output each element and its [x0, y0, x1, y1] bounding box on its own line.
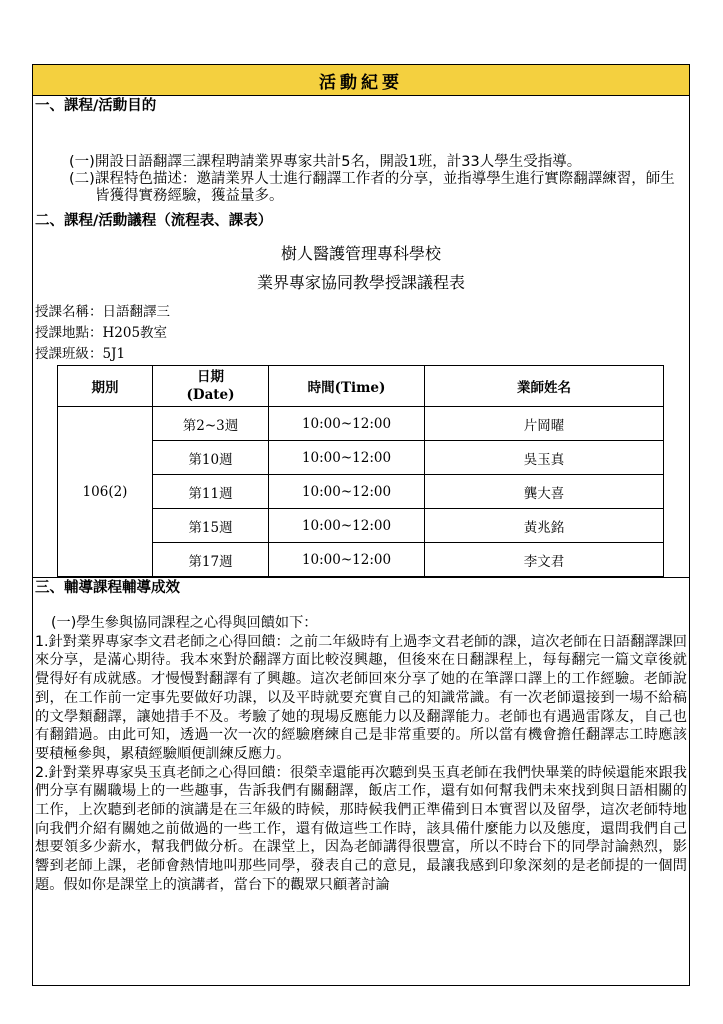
table-header-row — [58, 366, 664, 407]
course-name: 授課名稱：日語翻譯三 — [35, 304, 170, 320]
schedule-block — [33, 239, 689, 577]
feedback-intro: (一)學生參與協同課程之心得與回饋如下： — [51, 615, 318, 631]
teacher-cell: 黃兆銘 — [425, 509, 664, 543]
table-row — [58, 407, 664, 441]
page-title: 活動紀要 — [33, 65, 689, 96]
activity-record-frame — [32, 64, 690, 986]
teacher-cell: 李文君 — [425, 543, 664, 577]
section-agenda — [33, 211, 689, 578]
section-heading-purpose: 一、課程/活動目的 — [35, 98, 157, 114]
teacher-cell: 龔大喜 — [425, 475, 664, 509]
section-heading-agenda: 二、課程/活動議程（流程表、課表） — [35, 213, 273, 229]
time-cell: 10:00~12:00 — [269, 407, 425, 441]
header-date-line1: 日期 — [197, 369, 224, 385]
header-date-line2: (Date) — [186, 387, 235, 403]
header-date — [153, 366, 269, 407]
schedule-table — [57, 365, 664, 577]
purpose-item: (二)課程特色描述：邀請業界人士進行翻譯工作者的分享，並指導學生進行實際翻譯練習，師生皆獲得實務經驗，獲益量多。 — [69, 171, 675, 204]
time-cell: 10:00~12:00 — [269, 543, 425, 577]
feedback-paragraph: 2.針對業界專家吳玉真老師之心得回饋：很榮幸還能再次聽到吳玉真老師在我們快畢業的時候還能來跟我們分享有關職場上的一些趣事，告訴我們有關翻譯，飯店工作，還有如何幫我們未來找到與日語相關的工作，上次聽到老師的演講是在三年級的時候，那時候我們正準備到日本實習以及留學，這次老師特地向我們介紹有關她之前做過的一些工作，還有做這些工作時，該具備什麼能力以及態度，還問我們自己想要領多少薪水，幫我們做分析。在課堂上，因為老師講得很豐富，所以不時台下的同學討論熱烈，影響到老師上課，老師會熱情地叫那些同學，發表自己的意見，最讓我感到印象深刻的是老師提的一個問題。假如你是課堂上的演講者，當台下的觀眾只顧著討論 — [35, 764, 687, 893]
header-teacher: 業師姓名 — [425, 366, 664, 407]
school-name: 樹人醫護管理專科學校 — [280, 244, 441, 263]
feedback-body — [33, 614, 689, 895]
date-cell: 第15週 — [153, 509, 269, 543]
purpose-item: (一)開設日語翻譯三課程聘請業界專家共計5名，開設1班，計33人學生受指導。 — [69, 154, 582, 170]
date-cell: 第10週 — [153, 441, 269, 475]
date-cell: 第11週 — [153, 475, 269, 509]
date-cell: 第17週 — [153, 543, 269, 577]
feedback-paragraph: 1.針對業界專家李文君老師之心得回饋：之前二年級時有上過李文君老師的課，這次老師在日語翻譯課回來分享，是滿心期待。我本來對於翻譯方面比較沒興趣，但後來在日翻課程上，每每翻完一篇文章後就覺得好有成就感。才慢慢對翻譯有了興趣。這次老師回來分享了她的在筆譯口譯上的工作經驗。老師說到，在工作前一定事先要做好功課，以及平時就要充實自己的知識常識。有一次老師還接到一場不給稿的文學類翻譯，讓她措手不及。考驗了她的現場反應能力以及翻譯能力。老師也有遇過雷隊友，自己也有翻錯過。由此可知，透過一次一次的經驗磨練自己是非常重要的。所以當有機會擔任翻譯志工時應該要積極參與，累積經驗順便訓練反應力。 — [35, 633, 687, 762]
teacher-cell: 片岡曜 — [425, 407, 664, 441]
teacher-cell: 吳玉真 — [425, 441, 664, 475]
course-location: 授課地點：H205教室 — [35, 325, 168, 341]
header-time: 時間(Time) — [269, 366, 425, 407]
time-cell: 10:00~12:00 — [269, 475, 425, 509]
section-purpose — [33, 96, 689, 211]
course-class: 授課班級：5J1 — [35, 346, 126, 362]
purpose-list — [33, 116, 689, 211]
time-cell: 10:00~12:00 — [269, 509, 425, 543]
period-cell: 106(2) — [58, 407, 153, 577]
time-cell: 10:00~12:00 — [269, 441, 425, 475]
section-heading-outcomes: 三、輔導課程輔導成效 — [35, 580, 180, 596]
date-cell: 第2~3週 — [153, 407, 269, 441]
schedule-title: 業界專家協同教學授課議程表 — [256, 273, 465, 292]
section-outcomes — [33, 578, 689, 895]
header-period: 期別 — [58, 366, 153, 407]
